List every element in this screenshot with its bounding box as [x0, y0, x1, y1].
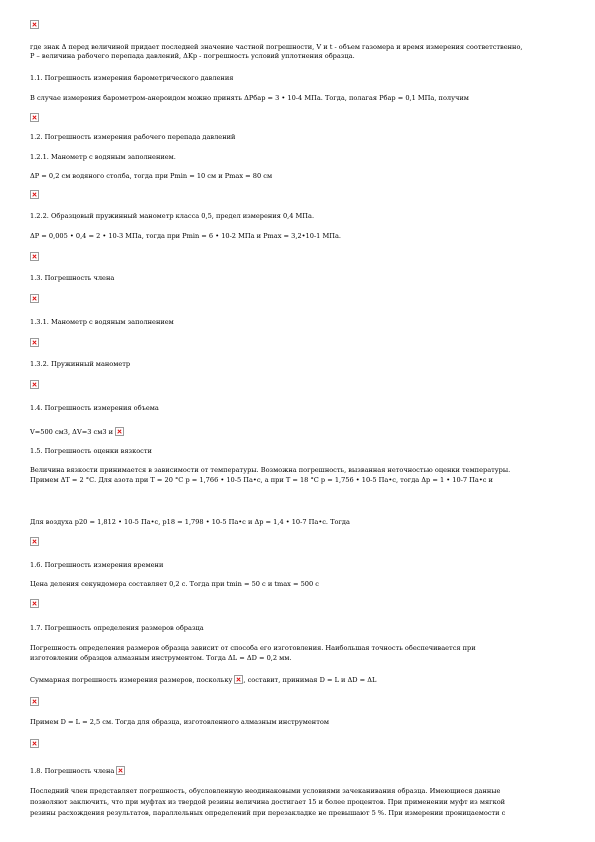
text-line: Цена деления секундомера составляет 0,2 с. Тогда при tmin = 50 с и tmax = 500 с	[30, 580, 319, 588]
subsection-heading: 1.3.1. Манометр с водяным заполнением	[30, 318, 174, 326]
broken-image-icon	[30, 20, 39, 29]
text-line: позволяют заключить, что при муфтах из твердой резины величина достигает 15 и более процентов. При применении муфт из мягкой	[30, 798, 506, 806]
text-span: Суммарная погрешность измерения размеров, поскольку	[30, 676, 233, 684]
section-heading: 1.1. Погрешность измерения барометрического давления	[30, 74, 234, 82]
broken-image-icon	[30, 338, 39, 347]
subsection-heading: 1.2.1. Манометр с водяным заполнением.	[30, 153, 176, 161]
broken-image-icon	[30, 739, 39, 748]
section-heading: 1.5. Погрешность оценки вязкости	[30, 447, 152, 455]
broken-image-icon	[30, 252, 39, 261]
section-heading: 1.4. Погрешность измерения объема	[30, 404, 159, 412]
text-line: Погрешность определения размеров образца зависит от способа его изготовления. Наибольшая точность обеспечивается при	[30, 644, 476, 652]
text-span: , составит, принимая D = L и ΔD = ΔL	[243, 676, 377, 684]
subsection-heading: 1.2.2. Образцовый пружинный манометр класса 0,5, предел измерения 0,4 МПа.	[30, 212, 315, 220]
broken-image-icon	[30, 599, 39, 608]
text-line: где знак Δ перед величиной придает последней значение частной погрешности, V и t - объем газомера и время измерения соответственно,	[30, 43, 523, 51]
broken-image-icon	[115, 427, 124, 436]
broken-image-icon	[116, 766, 125, 775]
text-line: резины расхождения результатов, параллельных определений при перезакладке не превышают 5 %. При измерении проницаемости с	[30, 809, 506, 817]
text-line	[30, 675, 570, 684]
text-line: Последний член представляет погрешность, обусловленную неодинаковыми условиями зачеканивания образца. Имеющиеся данные	[30, 787, 501, 795]
text-line	[30, 766, 570, 775]
broken-image-icon	[30, 697, 39, 706]
text-line: изготовлении образцов алмазным инструментом. Тогда ΔL = ΔD = 0,2 мм.	[30, 654, 292, 662]
broken-image-icon	[30, 294, 39, 303]
text-line: Примем ΔT = 2 °С. Для азота при T = 20 °С p = 1,766 • 10-5 Па•с, а при T = 18 °С p = 1,756 • 10-5 Па•с, тогда Δp = 1 • 10-7 Па•с и	[30, 476, 493, 484]
subsection-heading: 1.3.2. Пружинный манометр	[30, 360, 131, 368]
broken-image-icon	[30, 190, 39, 199]
broken-image-icon	[30, 537, 39, 546]
broken-image-icon	[30, 113, 39, 122]
section-heading: 1.6. Погрешность измерения времени	[30, 561, 164, 569]
text-line: Величина вязкости принимается в зависимости от температуры. Возможна погрешность, вызванная неточностью оценки температуры.	[30, 466, 511, 474]
text-line: В случае измерения барометром-анероидом можно принять ΔPбар = 3 • 10-4 МПа. Тогда, полагая Pбар = 0,1 МПа, получим	[30, 94, 469, 102]
text-line	[30, 427, 570, 436]
text-line: Примем D = L = 2,5 см. Тогда для образца, изготовленного алмазным инструментом	[30, 718, 329, 726]
text-line: P – величина рабочего перепада давлений, ΔKp - погрешность условий уплотнения образца.	[30, 52, 355, 60]
text-line: Для воздуха p20 = 1,812 • 10-5 Па•с, p18 = 1,798 • 10-5 Па•с и Δp = 1,4 • 10-7 Па•с. Тогда	[30, 518, 350, 526]
text-span: V=500 см3, ΔV=3 см3 и	[30, 428, 114, 436]
section-heading: 1.8. Погрешность члена	[30, 767, 115, 775]
broken-image-icon	[30, 380, 39, 389]
section-heading: 1.3. Погрешность члена	[30, 274, 115, 282]
text-line: ΔP = 0,005 • 0,4 = 2 • 10-3 МПа, тогда при Pmin = 6 • 10-2 МПа и Pmax = 3,2•10-1 МПа.	[30, 232, 341, 240]
section-heading: 1.2. Погрешность измерения рабочего перепада давлений	[30, 133, 236, 141]
section-heading: 1.7. Погрешность определения размеров образца	[30, 624, 204, 632]
broken-image-icon	[234, 675, 243, 684]
text-line: ΔP = 0,2 см водяного столба, тогда при Pmin = 10 см и Pmax = 80 см	[30, 172, 273, 180]
